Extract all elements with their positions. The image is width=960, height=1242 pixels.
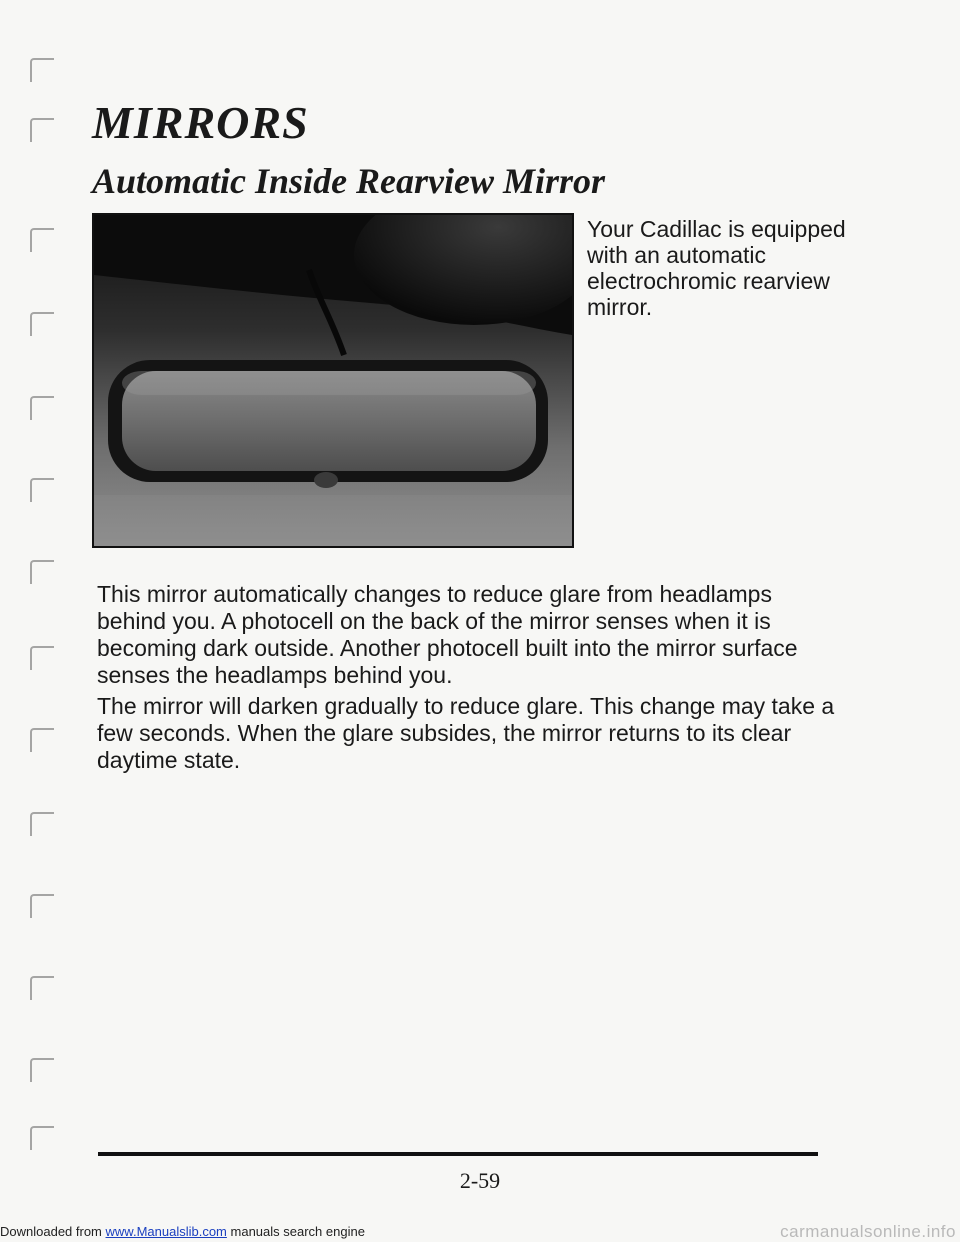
binding-mark — [30, 646, 54, 670]
binding-mark — [30, 58, 54, 82]
footer-prefix: Downloaded from — [0, 1224, 102, 1239]
binding-mark — [30, 976, 54, 1000]
rearview-mirror-photo — [92, 213, 574, 548]
intro-text: Your Cadillac is equipped with an automatic electrochromic rearview mirror. — [587, 216, 846, 320]
binding-mark — [30, 560, 54, 584]
body-paragraph: The mirror will darken gradually to reduce glare. This change may take a few seconds. When the glare subsides, the mirror returns to its clear daytime state. — [97, 693, 835, 773]
footer-rule — [98, 1152, 818, 1156]
watermark: carmanualsonline.info — [780, 1222, 956, 1241]
footer-suffix: manuals search engine — [230, 1224, 365, 1239]
binding-mark — [30, 894, 54, 918]
page-number: 2-59 — [459, 1168, 501, 1193]
binding-mark — [30, 1058, 54, 1082]
section-title: MIRRORS — [92, 97, 309, 148]
download-footer — [0, 1222, 960, 1242]
binding-mark — [30, 396, 54, 420]
subsection-title: Automatic Inside Rearview Mirror — [92, 161, 606, 201]
binding-mark — [30, 312, 54, 336]
binding-mark — [30, 228, 54, 252]
binding-mark — [30, 118, 54, 142]
binding-mark — [30, 728, 54, 752]
binding-mark — [30, 1126, 54, 1150]
body-paragraph: This mirror automatically changes to reduce glare from headlamps behind you. A photocell on the back of the mirror senses when it is becoming dark outside. Another photocell built into the mirror surface senses the headlamps behind you. — [97, 581, 798, 688]
binding-mark — [30, 478, 54, 502]
manualslib-link[interactable]: www.Manualslib.com — [105, 1224, 227, 1239]
binding-mark — [30, 812, 54, 836]
